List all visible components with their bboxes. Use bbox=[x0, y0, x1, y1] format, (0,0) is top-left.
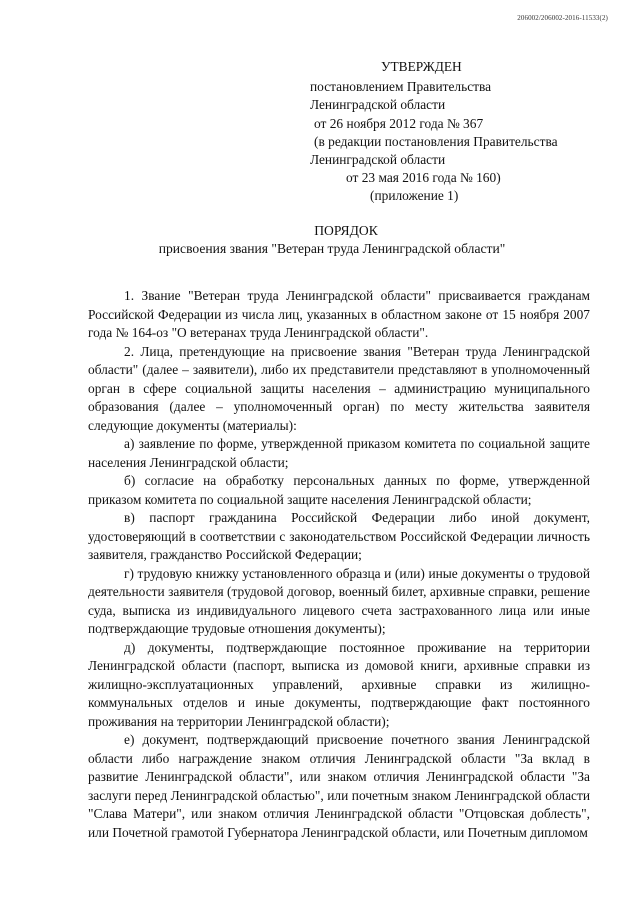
paragraph-2a: а) заявление по форме, утвержденной приказом комитета по социальной защите населения Ленинградской области; bbox=[88, 436, 590, 470]
approval-line: постановлением Правительства bbox=[310, 79, 492, 95]
approval-stamp-block bbox=[308, 58, 608, 206]
paragraph-2d: д) документы, подтверждающие постоянное проживание на территории Ленинградской области (паспорт, выписка из домовой книги, архивные справки из жилищно-эксплуатационных управлений, архивные справки из жилищно-коммунальных отделов и иные документы, подтверждающие факт постоянного проживания на территории Ленинградской области); bbox=[88, 639, 590, 729]
paragraph-2: 2. Лица, претендующие на присвоение звания "Ветеран труда Ленинградской области" (далее – заявители), либо их представители представляют в уполномоченный орган в сфере социальной защиты населения – администрацию муниципального образования (далее – уполномоченный орган) по месту жительства заявителя следующие документы (материалы): bbox=[88, 343, 590, 433]
paragraph-2b: б) согласие на обработку персональных данных по форме, утвержденной приказом комитета по социальной защите населения Ленинградской области; bbox=[88, 473, 590, 507]
document-subtitle: присвоения звания "Ветеран труда Ленинградской области" bbox=[158, 241, 506, 256]
paragraph-2e: е) документ, подтверждающий присвоение почетного звания Ленинградской области либо награждение знаком отличия Ленинградской области "За вклад в развитие Ленинградской области", или знаком отличия Ленинградской области "За заслуги перед Ленинградской областью", или почетным знаком Ленинградской области "Слава Матери", или знаком отличия Ленинградской области "Отцовская доблесть", или Почетной грамотой Губернатора Ленинградской области, или Почетным дипломом bbox=[88, 732, 590, 840]
document-title: ПОРЯДОК bbox=[314, 223, 378, 238]
approval-line: (приложение 1) bbox=[370, 188, 459, 204]
document-heading bbox=[0, 222, 640, 258]
approval-line: от 26 ноября 2012 года № 367 bbox=[314, 115, 484, 131]
approval-line: Ленинградской области bbox=[310, 152, 446, 168]
paragraph-2v: в) паспорт гражданина Российской Федерации либо иной документ, удостоверяющий в соответствии с законодательством Российской Федерации личность заявителя, гражданство Российской Федерации; bbox=[88, 510, 590, 562]
approval-line: (в редакции постановления Правительства bbox=[314, 133, 558, 149]
document-body bbox=[88, 287, 590, 842]
approval-line: от 23 мая 2016 года № 160) bbox=[346, 170, 501, 186]
paragraph-2g: г) трудовую книжку установленного образца и (или) иные документы о трудовой деятельности заявителя (трудовой договор, военный билет, архивные справки, решение суда, выписка из индивидуального лицевого счета застрахованного лица или иные подтверждающие трудовые отношения документы); bbox=[88, 565, 590, 636]
paragraph-1: 1. Звание "Ветеран труда Ленинградской области" присваивается гражданам Российской Федерации из числа лиц, указанных в областном законе от 15 ноября 2007 года № 164-оз "О ветеранах труда Ленинградской области". bbox=[88, 288, 590, 340]
approval-title: УТВЕРЖДЕН bbox=[381, 59, 462, 74]
approval-line: Ленинградской области bbox=[310, 97, 446, 113]
document-number: 206002/206002-2016-11533(2) bbox=[517, 14, 608, 22]
